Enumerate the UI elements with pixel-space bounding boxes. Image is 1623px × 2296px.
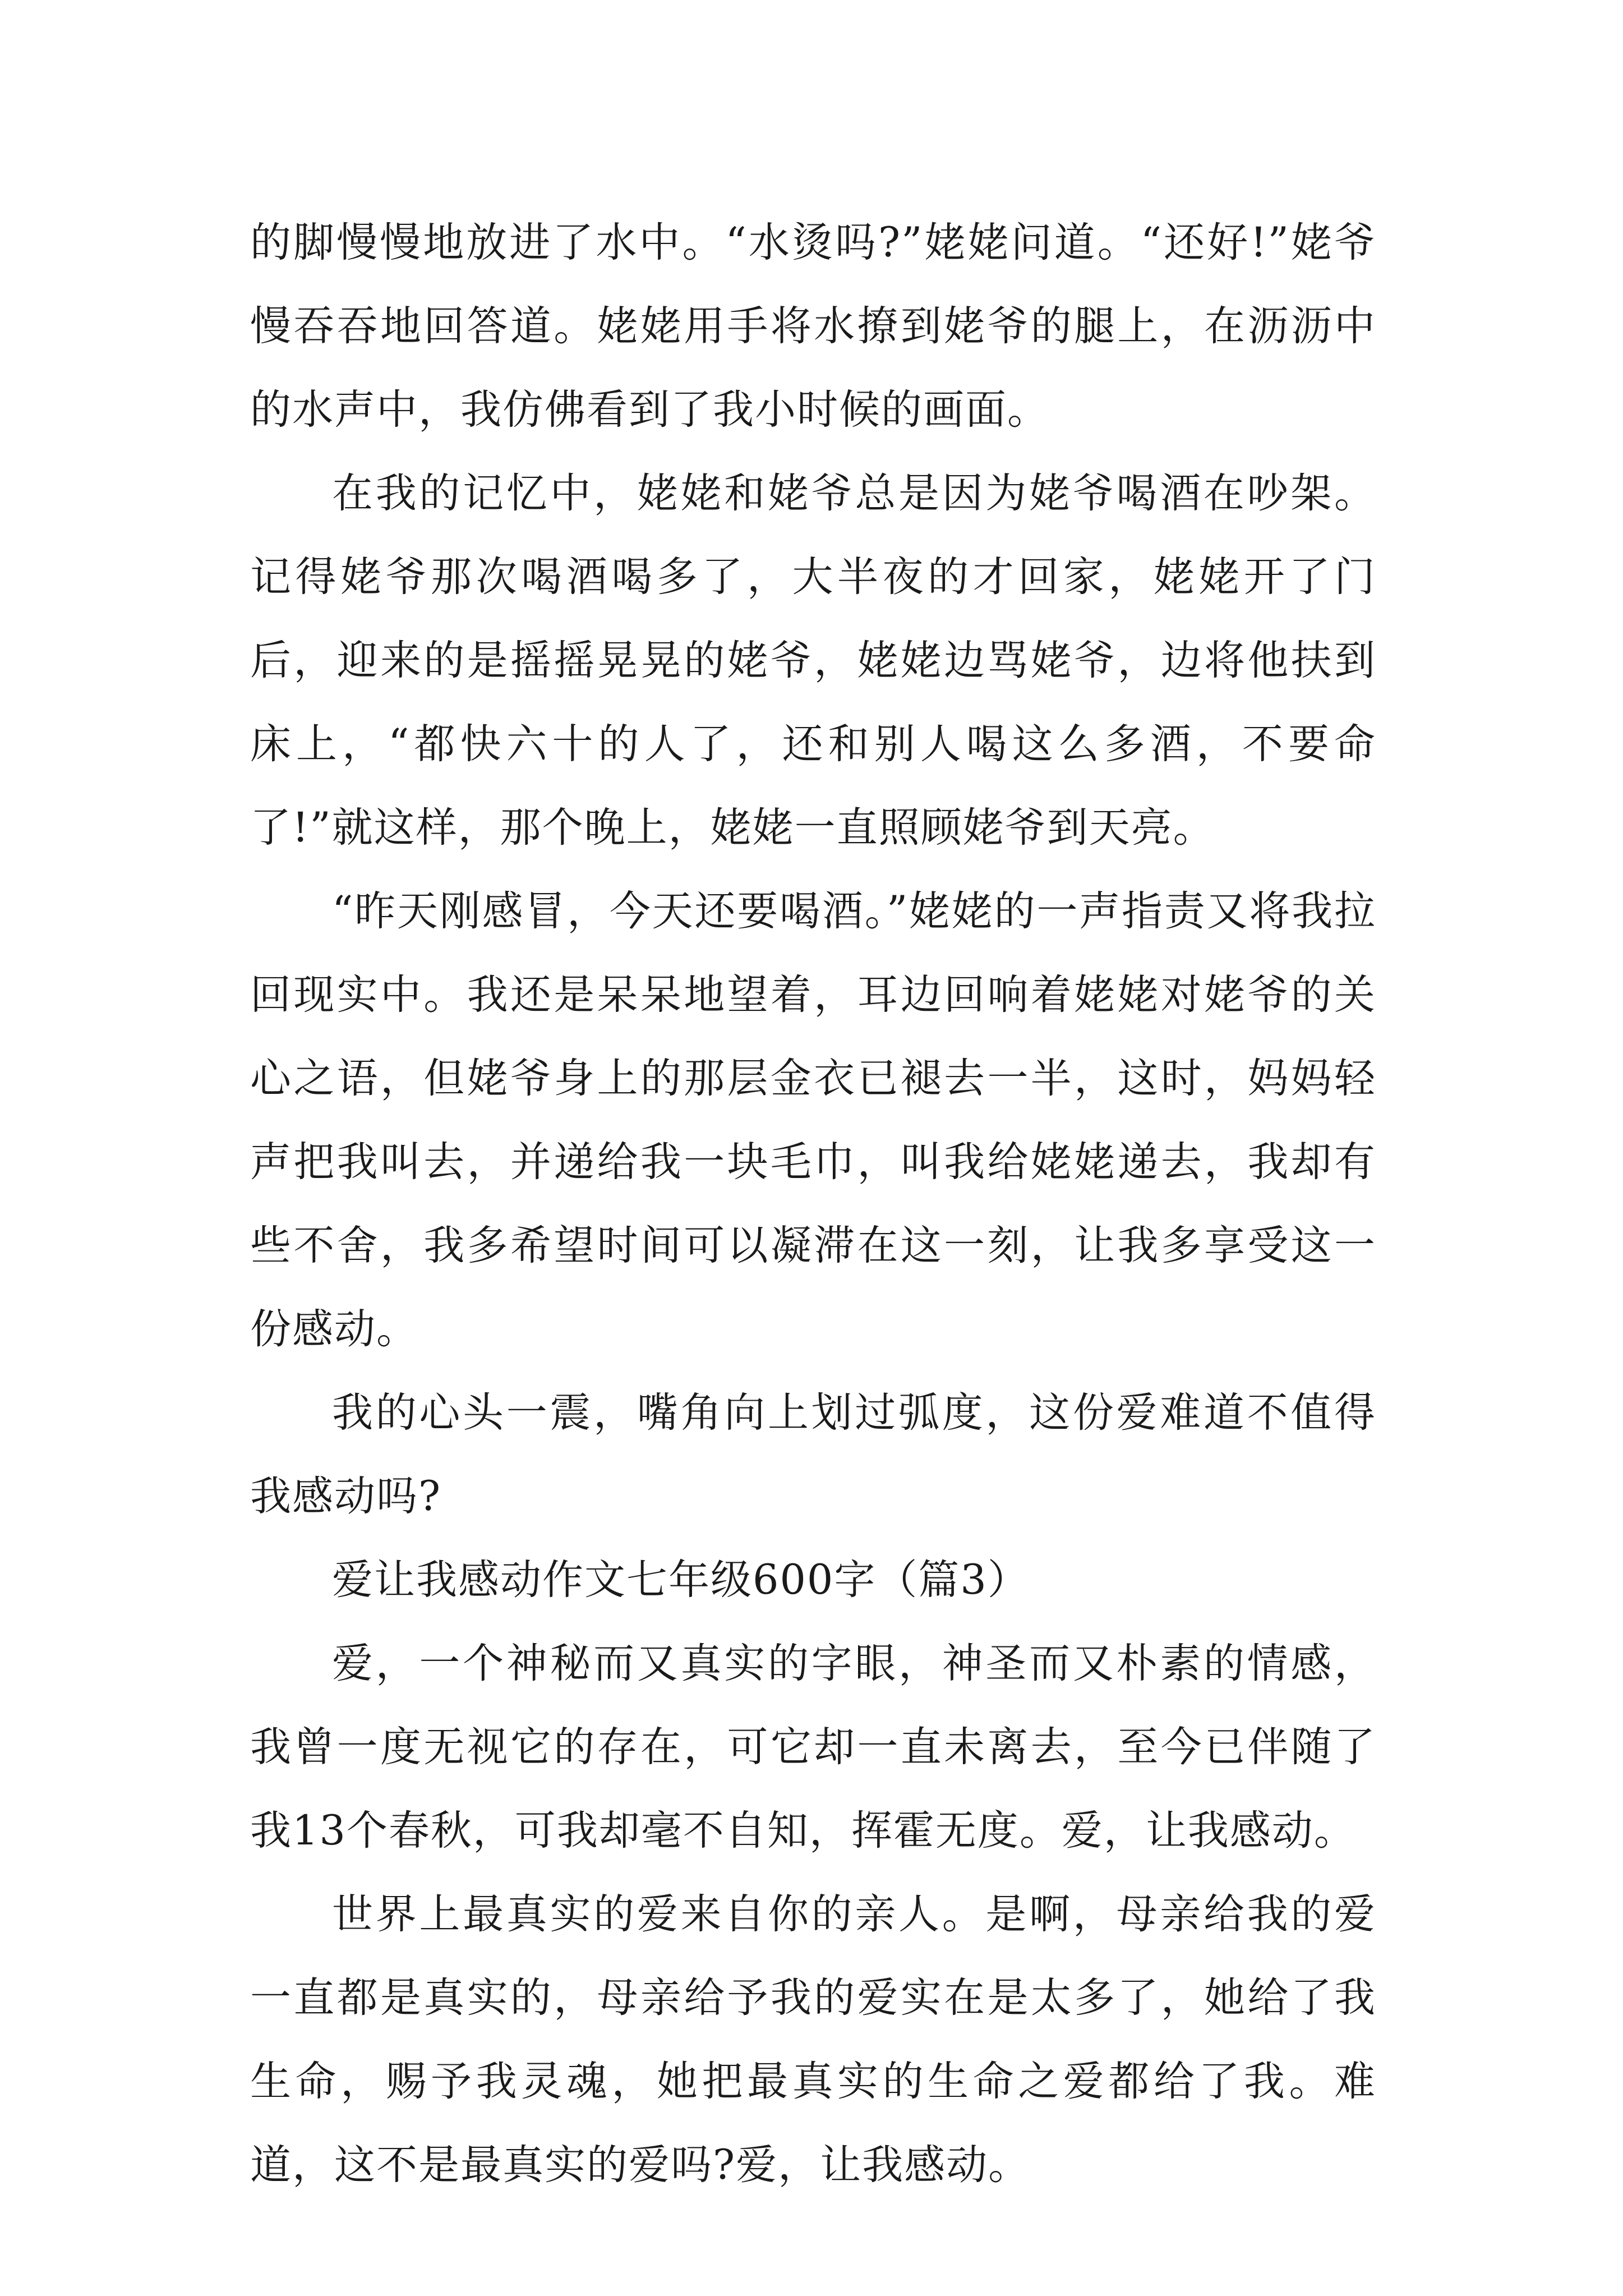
paragraph-3: “昨天刚感冒，今天还要喝酒。”姥姥的一声指责又将我拉回现实中。我还是呆呆地望着，耳边回响着姥姥对姥爷的关心之语，但姥爷身上的那层金衣已褪去一半，这时，妈妈轻声把我叫去，并递给我一块毛巾，叫我给姥姥递去，我却有些不舍，我多希望时间可以凝滞在这一刻，让我多享受这一份感动。 bbox=[250, 887, 1376, 1353]
section-heading: 爱让我感动作文七年级600字（篇3） bbox=[332, 1556, 1030, 1604]
paragraph-4: 我的心头一震，嘴角向上划过弧度，这份爱难道不值得我感动吗? bbox=[250, 1389, 1376, 1520]
paragraph-1: 的脚慢慢地放进了水中。“水烫吗?”姥姥问道。“还好!”姥爷慢吞吞地回答道。姥姥用手将水撩到姥爷的腿上，在沥沥中的水声中，我仿佛看到了我小时候的画面。 bbox=[250, 219, 1376, 434]
paragraph-2: 在我的记忆中，姥姥和姥爷总是因为姥爷喝酒在吵架。记得姥爷那次喝酒喝多了，大半夜的才回家，姥姥开了门后，迎来的是摇摇晃晃的姥爷，姥姥边骂姥爷，边将他扶到床上，“都快六十的人了，还和别人喝这么多酒，不要命了!”就这样，那个晚上，姥姥一直照顾姥爷到天亮。 bbox=[250, 470, 1376, 852]
paragraph-6: 世界上最真实的爱来自你的亲人。是啊，母亲给我的爱一直都是真实的，母亲给予我的爱实在是太多了，她给了我生命，赐予我灵魂，她把最真实的生命之爱都给了我。难道，这不是最真实的爱吗?爱，让我感动。 bbox=[250, 1890, 1376, 2189]
paragraph-5: 爱，一个神秘而又真实的字眼，神圣而又朴素的情感，我曾一度无视它的存在，可它却一直未离去，至今已伴随了我13个春秋，可我却毫不自知，挥霍无度。爱，让我感动。 bbox=[250, 1640, 1376, 1855]
document-body bbox=[250, 201, 1376, 2207]
